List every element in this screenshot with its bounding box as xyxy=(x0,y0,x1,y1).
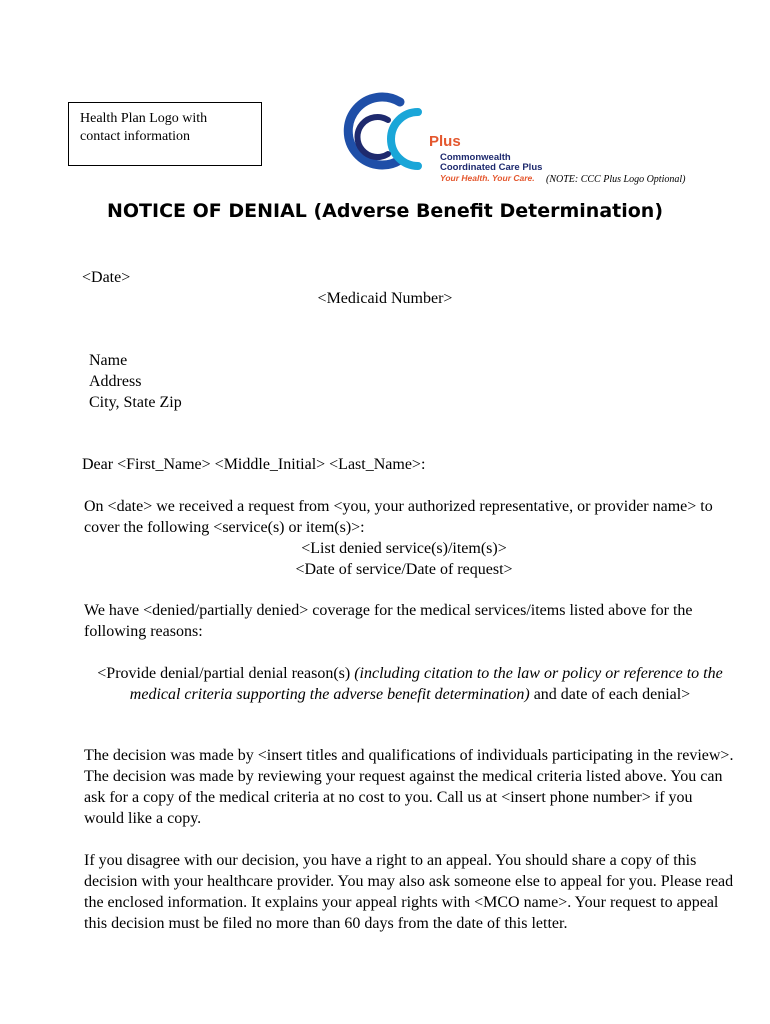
denied-items-placeholder: <List denied service(s)/item(s)> xyxy=(301,540,507,557)
denial-paragraph: We have <denied/partially denied> coverage for the medical services/items listed above for the following reasons: xyxy=(84,602,693,640)
ccc-plus-logo xyxy=(340,80,560,190)
ccc-name-line1: Commonwealth xyxy=(440,152,511,163)
ccc-name-line2: Coordinated Care Plus xyxy=(440,162,543,173)
health-plan-logo-placeholder xyxy=(68,102,262,166)
logo-box-line2: contact information xyxy=(80,129,191,144)
appeal-paragraph: If you disagree with our decision, you have a right to an appeal. You should share a copy of this decision with your healthcare provider. You may also ask someone else to appeal for you. Please read the enclosed information. It explains your appeal rights with <MCO name>. Your request to appeal this decision must be filed no more than 60 days from the date of this letter. xyxy=(84,852,734,932)
ccc-tagline: Your Health. Your Care. xyxy=(440,173,535,183)
request-paragraph: On <date> we received a request from <you, your authorized representative, or provider name> to cover the following <service(s) or item(s)>: xyxy=(84,498,713,536)
page-title: NOTICE OF DENIAL (Adverse Benefit Determination) xyxy=(106,200,664,222)
recipient-street: Address xyxy=(89,373,142,390)
ccc-rings-icon xyxy=(348,97,418,166)
recipient-city-state-zip: City, State Zip xyxy=(89,394,182,411)
decision-paragraph: The decision was made by <insert titles and qualifications of individuals participating in the review>. The decision was made by reviewing your request against the medical criteria listed above. You can ask for a copy of the medical criteria at no cost to you. Call us at <insert phone number> if you would like a copy. xyxy=(84,747,734,827)
ccc-plus-text: Plus xyxy=(429,133,461,150)
medicaid-number-field: <Medicaid Number> xyxy=(317,290,453,307)
service-date-placeholder: <Date of service/Date of request> xyxy=(295,561,513,578)
denial-reason-italic: (including citation to the law or policy or reference to the medical criteria supporting the adverse benefit determination) xyxy=(129,665,723,703)
request-list xyxy=(84,538,724,580)
logo-note: (NOTE: CCC Plus Logo Optional) xyxy=(546,174,686,185)
date-field: <Date> xyxy=(82,269,131,286)
salutation: Dear <First_Name> <Middle_Initial> <Last_Name>: xyxy=(82,456,426,473)
recipient-name: Name xyxy=(89,352,128,369)
denial-reason-start: <Provide denial/partial denial reason(s) xyxy=(97,665,355,682)
logo-box-line1: Health Plan Logo with xyxy=(80,111,208,126)
denial-reason-paragraph xyxy=(84,663,736,705)
denial-reason-end: and date of each denial> xyxy=(529,686,691,703)
recipient-address xyxy=(89,350,182,413)
